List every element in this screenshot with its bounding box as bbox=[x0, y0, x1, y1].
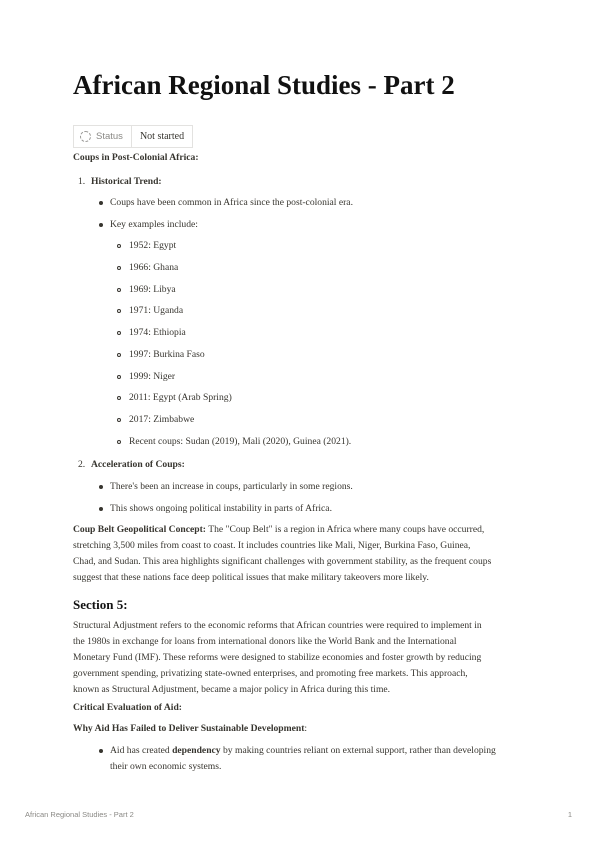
status-property[interactable] bbox=[73, 125, 193, 148]
list-item: 1966: Ghana bbox=[129, 262, 179, 273]
critical-heading: Critical Evaluation of Aid: bbox=[73, 702, 182, 713]
section5-line-5: known as Structural Adjustment, became a major policy in Africa during this time. bbox=[73, 684, 391, 695]
list-item: 2017: Zimbabwe bbox=[129, 414, 195, 425]
footer-title: African Regional Studies - Part 2 bbox=[25, 810, 134, 819]
bullet-circle bbox=[117, 440, 121, 444]
item2-number: 2. bbox=[78, 459, 86, 470]
coup-belt-line-4: suggest that these nations face deep political issues that make military takeovers more likely. bbox=[73, 572, 429, 583]
list-item: Key examples include: bbox=[110, 219, 198, 230]
coup-belt-text: The "Coup Belt" is a region in Africa where many coups have occurred, bbox=[205, 524, 485, 535]
list-item: 1952: Egypt bbox=[129, 240, 177, 251]
bullet-circle bbox=[117, 309, 121, 313]
footer-page-number: 1 bbox=[567, 810, 572, 819]
item1-title: Historical Trend: bbox=[91, 176, 162, 187]
aid-bullet-pre: Aid has created bbox=[110, 745, 173, 756]
list-item: 1971: Uganda bbox=[129, 305, 184, 316]
bullet-circle bbox=[117, 288, 121, 292]
section5-line-1: Structural Adjustment refers to the economic reforms that African countries were required to implement in bbox=[73, 620, 482, 631]
bullet-circle bbox=[117, 375, 121, 379]
list-item: 1997: Burkina Faso bbox=[129, 349, 205, 360]
bullet-circle bbox=[117, 418, 121, 422]
list-item: 1999: Niger bbox=[129, 371, 176, 382]
bullet-circle bbox=[117, 244, 121, 248]
item2-title: Acceleration of Coups: bbox=[91, 459, 185, 470]
coup-belt-line-3: Chad, and Sudan. This area highlights significant challenges with government stability, as the frequent coups bbox=[73, 556, 492, 567]
bullet-dot bbox=[99, 485, 103, 489]
aid-bullet-bold: dependency bbox=[172, 745, 221, 756]
list-item: 1974: Ethiopia bbox=[129, 327, 186, 338]
status-key bbox=[74, 126, 132, 147]
why-aid-colon: : bbox=[304, 723, 308, 734]
list-item: There's been an increase in coups, particularly in some regions. bbox=[110, 481, 353, 492]
status-spinner-icon bbox=[80, 131, 91, 142]
list-item: Recent coups: Sudan (2019), Mali (2020), Guinea (2021). bbox=[129, 436, 352, 447]
bullet-dot bbox=[99, 507, 103, 511]
coup-belt-line-1 bbox=[73, 522, 484, 538]
coups-heading: Coups in Post-Colonial Africa: bbox=[73, 152, 199, 163]
list-item: 2011: Egypt (Arab Spring) bbox=[129, 392, 232, 403]
bullet-circle bbox=[117, 353, 121, 357]
bullet-dot bbox=[99, 201, 103, 205]
section5-line-4: government spending, privatizing state-owned enterprises, and promoting free markets. This approach, bbox=[73, 668, 468, 679]
list-item: Coups have been common in Africa since the post-colonial era. bbox=[110, 197, 353, 208]
why-aid-heading: Why Aid Has Failed to Deliver Sustainable Development bbox=[73, 723, 305, 734]
list-item: 1969: Libya bbox=[129, 284, 176, 295]
page-title: African Regional Studies - Part 2 bbox=[73, 70, 455, 100]
section5-heading: Section 5: bbox=[73, 597, 128, 612]
status-label: Status bbox=[96, 131, 123, 142]
aid-bullet-line-1 bbox=[110, 743, 496, 759]
aid-bullet-line-2: their own economic systems. bbox=[110, 761, 222, 772]
status-value[interactable]: Not started bbox=[139, 131, 185, 142]
aid-bullet-post: by making countries reliant on external support, rather than developing bbox=[220, 745, 496, 756]
bullet-dot bbox=[99, 749, 103, 753]
section5-line-3: Monetary Fund (IMF). These reforms were designed to stabilize economies and foster growth by reducing bbox=[73, 652, 482, 663]
section5-line-2: the 1980s in exchange for loans from international donors like the World Bank and the International bbox=[73, 636, 457, 647]
item1-number: 1. bbox=[78, 176, 86, 187]
bullet-dot bbox=[99, 223, 103, 227]
bullet-circle bbox=[117, 396, 121, 400]
list-item: This shows ongoing political instability in parts of Africa. bbox=[110, 503, 332, 514]
coup-belt-label: Coup Belt Geopolitical Concept: bbox=[73, 524, 206, 535]
why-aid-heading-line bbox=[73, 721, 307, 737]
bullet-circle bbox=[117, 266, 121, 270]
bullet-circle bbox=[117, 331, 121, 335]
coup-belt-line-2: stretching 3,500 miles from coast to coast. It includes countries like Mali, Niger, Burkina Faso, Guinea, bbox=[73, 540, 471, 551]
